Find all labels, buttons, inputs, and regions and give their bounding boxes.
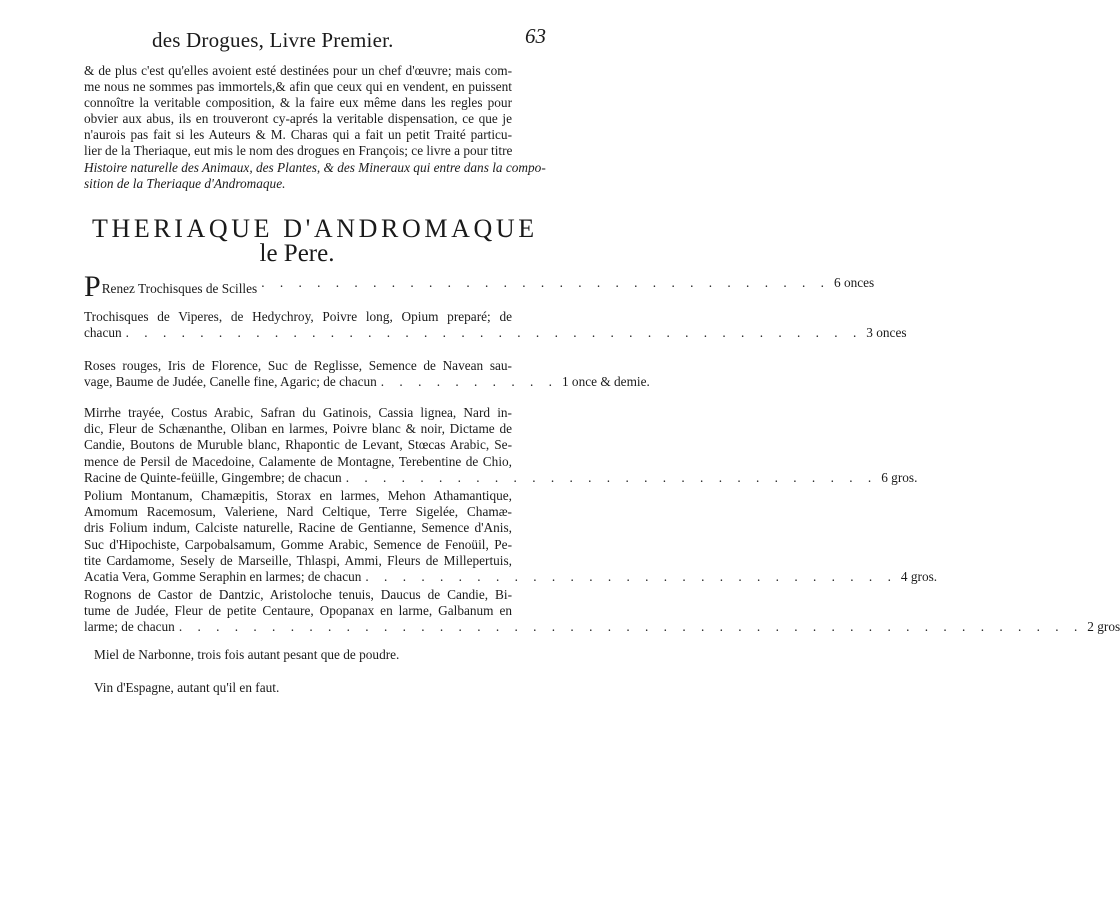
intro-line-italic: Histoire naturelle des Animaux, des Plantes, & des Mineraux qui entre dans la compo- [84, 159, 546, 175]
intro-line: obvier aux abus, ils en trouveront cy-aprés la veritable dispensation, ce que je [84, 111, 512, 127]
intro-line: me nous ne sommes pas immortels,& afin que ceux qui en vendent, en puissent [84, 79, 512, 95]
ingredient-quantity: 1 once & demie. [561, 374, 650, 390]
ingredient-last-line: chacun [84, 325, 122, 341]
ingredient-text: Miel de Narbonne, trois fois autant pesant que de poudre. [94, 647, 400, 662]
ingredient-line: mence de Persil de Macedoine, Calamente de Montagne, Terebentine de Chio, [84, 453, 512, 469]
intro-line: & de plus c'est qu'elles avoient esté destinées pour un chef d'œuvre; mais com- [84, 63, 512, 78]
dot-leader: . . . . . . . . . . . . . . . . . . . . . . . . . . . . . [365, 569, 897, 585]
intro-line-italic: sition de la Theriaque d'Andromaque. [84, 175, 286, 191]
ingredient-last-line: Racine de Quinte-feüille, Gingembre; de chacun [84, 469, 342, 485]
dot-leader: . . . . . . . . . . [380, 374, 558, 390]
ingredient-quantity: 6 onces [833, 275, 875, 290]
ingredient-entry [84, 358, 650, 390]
ingredient-entry [84, 587, 1120, 636]
ingredient-quantity: 4 gros. [900, 569, 938, 585]
ingredient-entry [84, 270, 875, 303]
ingredient-line: dris Folium indum, Calciste naturelle, Racine de Gentianne, Semence d'Anis, [84, 520, 512, 536]
ingredient-text: Vin d'Espagne, autant qu'il en faut. [94, 680, 280, 695]
ingredient-text: Renez Trochisques de Scilles [101, 281, 258, 296]
ingredient-line: Candie, Boutons de Muruble blanc, Rhapontic de Levant, Stœcas Arabic, Se- [84, 437, 512, 453]
intro-line: connoître la veritable composition, & la faire eux même dans les regles pour [84, 95, 512, 111]
ingredient-last-line: Acatia Vera, Gomme Seraphin en larmes; de chacun [84, 569, 362, 585]
intro-paragraph [84, 63, 546, 192]
dot-leader: . . . . . . . . . . . . . . . . . . . . . . . . . . . . . . . [261, 275, 830, 290]
intro-line: lier de la Theriaque, eut mis le nom des drogues en François; ce livre a pour titre [84, 143, 513, 159]
ingredient-last-line: larme; de chacun [84, 619, 175, 635]
ingredient-line: Roses rouges, Iris de Florence, Suc de Reglisse, Semence de Navean sau- [84, 358, 512, 373]
ingredient-line: tite Cardamome, Sesely de Marseille, Thlaspi, Ammi, Fleurs de Millepertuis, [84, 552, 512, 568]
section-subtitle: le Pere. [259, 240, 335, 267]
ingredient-quantity: 6 gros. [881, 469, 918, 485]
ingredient-line: dic, Fleur de Schænanthe, Oliban en larmes, Poivre blanc & noir, Dictame de [84, 421, 512, 437]
running-title: des Drogues, Livre Premier. [152, 28, 394, 52]
dot-leader: . . . . . . . . . . . . . . . . . . . . . . . . . . . . . . . . . . . . . . . . [125, 325, 863, 341]
ingredient-line: Suc d'Hipochiste, Carpobalsamum, Gomme Arabic, Semence de Fenoüil, Pe- [84, 536, 512, 552]
ingredient-last-line: vage, Baume de Judée, Canelle fine, Agaric; de chacun [84, 374, 377, 390]
ingredient-entry [94, 680, 512, 696]
dot-leader: . . . . . . . . . . . . . . . . . . . . . . . . . . . . . . . . . . . . . . . . . . . . . . . . . [178, 619, 1084, 635]
intro-line: n'aurois pas fait si les Auteurs & M. Charas qui a fait un petit Traité particu- [84, 127, 512, 143]
ingredient-line: tume de Judée, Fleur de petite Centaure, Opopanax en larme, Galbanum en [84, 603, 512, 619]
ingredient-line: Mirrhe trayée, Costus Arabic, Safran du Gatinois, Cassia lignea, Nard in- [84, 405, 512, 420]
ingredient-quantity: 3 onces [866, 325, 907, 341]
ingredient-line: Trochisques de Viperes, de Hedychroy, Poivre long, Opium preparé; de [84, 309, 512, 324]
dot-leader: . . . . . . . . . . . . . . . . . . . . . . . . . . . . . [345, 469, 878, 485]
ingredient-entry [84, 309, 907, 341]
ingredient-entry [84, 405, 918, 486]
page-number: 63 [525, 24, 546, 48]
ingredient-quantity: 2 gros [1087, 619, 1120, 635]
ingredient-line: Amomum Racemosum, Valeriene, Nard Celtique, Terre Sigelée, Chamæ- [84, 504, 512, 520]
ingredient-line: Polium Montanum, Chamæpitis, Storax en larmes, Mehon Athamantique, [84, 488, 512, 503]
ingredient-entry [94, 647, 512, 663]
ingredient-line: Rognons de Castor de Dantzic, Aristoloche tenuis, Daucus de Candie, Bi- [84, 587, 512, 602]
section-title: THERIAQUE D'ANDROMAQUE [92, 214, 538, 243]
drop-cap: P [84, 270, 101, 303]
ingredient-entry [84, 488, 938, 585]
